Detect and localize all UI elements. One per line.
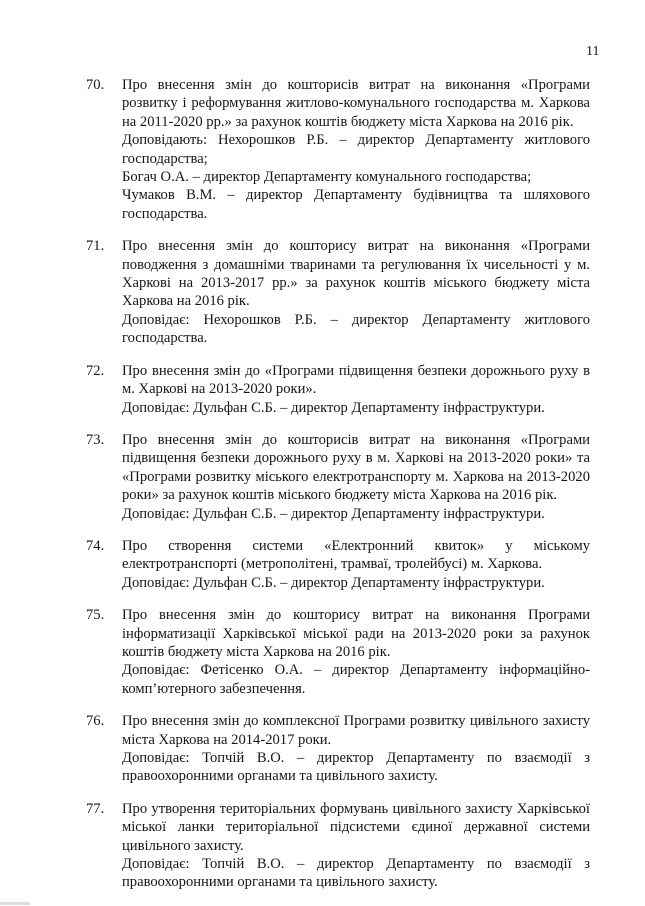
item-speaker: Доповідають: Нехорошков Р.Б. – директор Департаменту житлового господарства; — [122, 132, 590, 167]
agenda-item — [0, 606, 645, 698]
agenda-item — [0, 362, 645, 417]
item-speaker: Доповідає: Дульфан С.Б. – директор Департаменту інфраструктури. — [122, 574, 545, 591]
page-number: 11 — [586, 44, 600, 59]
item-title: Про внесення змін до кошторисів витрат на виконання «Програми розвитку і реформування житлово-комунального господарства м. Харкова на 2011-2020 рр.» за рахунок коштів бюджету міста Харкова на 2016 рік. — [122, 77, 590, 130]
item-number: 72. — [86, 362, 105, 379]
item-number: 70. — [86, 77, 105, 93]
item-speaker: Доповідає: Топчій В.О. – директор Департаменту по взаємодії з правоохоронними органами та цивільного захисту. — [122, 750, 590, 785]
agenda-item — [0, 800, 645, 892]
item-speaker: Доповідає: Фетісенко О.А. – директор Департаменту інформаційно-комп’ютерного забезпечення. — [122, 662, 590, 697]
item-number: 76. — [86, 713, 105, 730]
agenda-item — [0, 712, 645, 786]
item-title: Про утворення територіальних формувань цивільного захисту Харківської міської ланки територіальної підсистеми єдиної державної системи цивільного захисту. — [122, 800, 590, 854]
item-title: Про створення системи «Електронний квиток» у міському електротранспорті (метрополітені, трамваї, тролейбусі) м. Харкова. — [122, 537, 590, 573]
agenda-item — [0, 237, 645, 347]
item-speaker: Доповідає: Топчій В.О. – директор Департаменту по взаємодії з правоохоронними органами та цивільного захисту. — [122, 856, 590, 891]
item-speaker: Чумаков В.М. – директор Департаменту будівництва та шляхового господарства. — [122, 187, 590, 222]
item-speaker: Доповідає: Нехорошков Р.Б. – директор Департаменту житлового господарства. — [122, 311, 590, 347]
agenda-list — [0, 76, 645, 906]
item-number: 75. — [86, 607, 105, 624]
item-title: Про внесення змін до кошторисів витрат на виконання «Програми підвищення безпеки дорожнього руху в м. Харкові на 2013-2020 роки» та «Програми розвитку міського електротранспорту м. Харкова на 2013-2020 роки» за рахунок коштів міського бюджету міста Харкова на 2016 рік. — [122, 431, 590, 504]
item-title: Про внесення змін до «Програми підвищення безпеки дорожнього руху в м. Харкові на 2013-2020 роки». — [122, 362, 590, 398]
item-speaker: Доповідає: Дульфан С.Б. – директор Департаменту інфраструктури. — [122, 505, 545, 522]
item-title: Про внесення змін до кошторису витрат на виконання «Програми поводження з домашніми тваринами та регулювання їх чисельності у м. Харкові на 2013-2017 рр.» за рахунок коштів міського бюджету міста Харкова на 2016 рік. — [122, 238, 590, 310]
item-number: 74. — [86, 537, 105, 554]
agenda-item — [0, 76, 645, 223]
agenda-item — [0, 537, 645, 592]
item-title: Про внесення змін до комплексної Програми розвитку цивільного захисту міста Харкова на 2014-2017 роки. — [122, 713, 590, 748]
item-speaker: Доповідає: Дульфан С.Б. – директор Департаменту інфраструктури. — [122, 399, 545, 416]
item-number: 71. — [86, 238, 105, 255]
item-title: Про внесення змін до кошторису витрат на виконання Програми інформатизації Харківської міської ради на 2013-2020 роки за рахунок коштів бюджету міста Харкова на 2016 рік. — [122, 607, 590, 660]
item-number: 77. — [86, 800, 105, 817]
item-number: 73. — [86, 431, 105, 448]
item-speaker: Богач О.А. – директор Департаменту комунального господарства; — [122, 169, 532, 186]
agenda-item — [0, 431, 645, 523]
